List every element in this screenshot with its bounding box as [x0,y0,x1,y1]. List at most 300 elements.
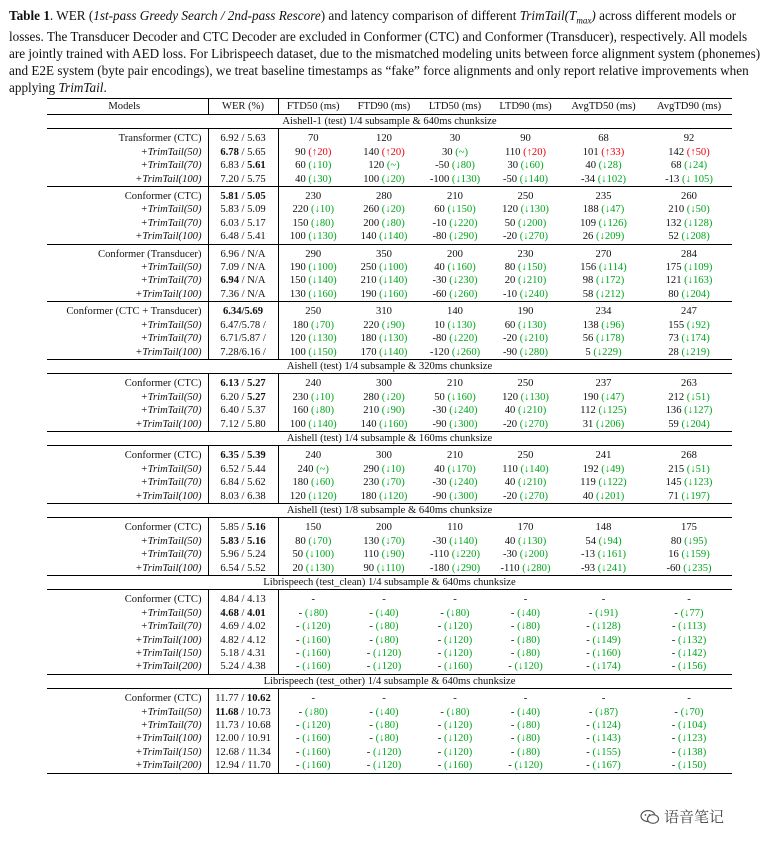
delta-paren: ( [680,706,685,718]
wer-separator: / [239,248,248,260]
variant-row [47,346,732,360]
delta-paren: ) [327,535,332,547]
latency-cell [490,261,561,274]
latency-cell [646,660,732,674]
latency-value: - [510,746,518,758]
latency-cell [561,590,646,607]
latency-value: 31 [582,418,596,430]
delta-paren: ) [395,706,399,718]
variant-row [47,719,732,732]
latency-value: -120 [429,346,452,358]
delta-paren: ) [708,217,713,229]
delta-paren: ) [708,262,713,274]
delta-paren: ( [381,391,386,403]
delta-paren: ) [468,634,473,646]
latency-cell [278,129,348,146]
latency-value: 240 [297,463,317,475]
delta-paren: ( [677,733,682,745]
wer-cell [208,288,278,302]
latency-delta: ↓260 [452,288,474,300]
latency-value: - [671,746,678,758]
delta-paren: ( [379,288,383,300]
wer-greedy: 6.52 [220,463,239,475]
delta-paren: ( [517,634,521,646]
delta-paren: ) [326,661,331,673]
latency-cell [420,159,490,172]
latency-delta: ↓280 [523,346,545,358]
wer-separator: / [238,594,248,606]
delta-paren: ( [381,173,386,185]
latency-delta: ↓94 [602,535,619,547]
wer-greedy: 12.68 [215,746,240,758]
delta-paren: ( [302,746,306,758]
latency-value: 40 [582,490,596,502]
latency-delta: ↓51 [690,391,707,403]
variant-row [47,535,732,548]
column-header: AvgTD50 (ms) [561,99,646,115]
latency-cell [278,759,348,773]
latency-delta: ↓130 [524,391,546,403]
latency-value: - [437,634,444,646]
latency-value: - [366,760,373,772]
latency-delta: ↓70 [385,477,402,489]
latency-value: 170 [360,346,380,358]
delta-paren: ) [617,661,621,673]
latency-delta: ↓210 [523,333,545,345]
latency-value: -180 [429,562,452,574]
delta-paren: ( [372,661,377,673]
wer-cell [208,562,278,576]
wer-greedy: 7.20 [220,173,239,185]
latency-value: - [671,648,678,660]
wer-rescore: 4.01 [247,607,266,619]
delta-paren: ( [375,607,380,619]
latency-value: 120 [502,391,521,403]
wer-rescore: 4.38 [247,661,266,673]
wer-rescore: 5.27 [247,391,266,403]
latency-delta: ↓210 [521,275,543,287]
wer-cell [208,590,278,607]
latency-cell [646,548,732,561]
latency-value: - [369,607,376,619]
latency-cell [420,230,490,244]
latency-value: 121 [665,275,685,287]
latency-cell [278,302,348,319]
latency-delta: ↓140 [382,346,404,358]
delta-paren: ( [316,463,320,475]
latency-value: 80 [670,535,685,547]
latency-value: - [510,720,518,732]
wer-greedy: 6.47/5.78 [220,319,261,331]
delta-paren: ( [596,275,600,287]
delta-paren: ( [375,634,380,646]
delta-paren: ( [677,760,682,772]
latency-cell [420,660,490,674]
latency-value: 260 [363,204,382,216]
latency-delta: ↓40 [379,607,396,619]
wer-separator: / [238,450,248,462]
latency-value: 230 [305,191,322,203]
delta-paren: ) [536,648,541,660]
latency-delta: ↓150 [311,346,334,358]
variant-row [47,159,732,172]
delta-paren: ) [468,621,473,633]
section-title: Librispeech (test_clean) 1/4 subsample & 640ms chunksize [47,576,732,590]
baseline-row [47,187,732,204]
latency-value: 284 [681,248,697,260]
latency-value: - [369,706,376,718]
model-cell: +TrimTail(50) [140,204,202,216]
latency-cell [561,490,646,504]
latency-delta: ↓163 [687,275,709,287]
wer-greedy: 6.83 [220,160,239,172]
delta-paren: ) [620,288,625,300]
latency-value: 250 [517,378,534,390]
delta-paren: ( [447,204,452,216]
latency-value: 40 [585,160,599,172]
wer-greedy: 7.28/6.16 [220,346,261,358]
delta-paren: ( [372,648,377,660]
latency-cell [490,404,561,417]
wer-cell [208,490,278,504]
model-cell: +TrimTail(50) [140,463,202,475]
delta-paren: ) [622,173,627,185]
delta-paren: ( [447,319,452,331]
latency-value: - [296,746,303,758]
latency-value: 180 [292,477,312,489]
wer-cell [208,518,278,535]
delta-paren: ) [326,720,331,732]
latency-value: -60 [666,562,684,574]
latency-delta: ↓50 [690,204,707,216]
latency-value: -30 [432,535,450,547]
latency-value: 59 [668,418,682,430]
delta-paren: ) [468,648,473,660]
latency-cell [561,746,646,759]
latency-value: 237 [595,378,612,390]
latency-cell [646,732,732,745]
delta-paren: ) [327,160,332,172]
model-cell: +TrimTail(100) [135,173,202,185]
latency-value: 92 [683,133,695,145]
wechat-icon [640,810,660,824]
wer-greedy: 6.48 [220,231,239,243]
wer-separator: / [238,621,248,633]
latency-value: 132 [665,217,685,229]
delta-paren: ( [449,490,453,502]
model-cell: +TrimTail(70) [140,405,202,417]
wer-greedy: 5.81 [220,191,239,203]
delta-paren: ( [308,173,312,185]
latency-cell [490,302,561,319]
delta-paren: ) [401,146,405,158]
delta-paren: ) [468,760,473,772]
latency-delta: ↓92 [690,319,707,331]
latency-cell [348,660,420,674]
delta-paren: ( [520,160,525,172]
latency-cell [561,302,646,319]
model-cell: Conformer (CTC + Transducer) [47,302,208,319]
latency-delta: ↓229 [596,346,619,358]
latency-value: 290 [363,463,382,475]
latency-value: - [601,693,606,705]
watermark [640,806,724,827]
wer-greedy: 5.83 [220,535,239,547]
delta-paren: ( [302,661,306,673]
delta-paren: ( [379,275,383,287]
model-cell: +TrimTail(100) [135,490,202,502]
latency-delta: ↓160 [305,661,327,673]
latency-delta: ↓100 [309,549,331,561]
latency-delta: ↓160 [382,418,404,430]
wer-rescore: 5.37 [247,405,266,417]
latency-delta: ↓80 [520,634,537,646]
delta-paren: ( [592,760,596,772]
latency-delta: ↓220 [452,333,474,345]
delta-paren: ( [518,319,522,331]
delta-paren: ( [381,477,386,489]
latency-cell [420,217,490,230]
latency-cell [646,759,732,773]
latency-cell [561,230,646,244]
delta-paren: ( [308,288,312,300]
latency-cell [278,319,348,332]
wer-greedy: 12.94 [215,760,240,772]
wer-rescore: 5.61 [247,160,266,172]
latency-cell [420,446,490,463]
wer-rescore: 5.44 [247,463,266,475]
latency-value: 70 [307,133,319,145]
latency-delta: ↓80 [520,733,537,745]
latency-cell [278,346,348,360]
delta-paren: ) [403,262,408,274]
wer-rescore: 5.63 [247,133,266,145]
latency-cell [561,173,646,187]
latency-value: 120 [376,133,392,145]
delta-paren: ( [518,275,522,287]
wer-separator: / [238,204,248,216]
section-title: Aishell (test) 1/8 subsample & 640ms chunksize [47,503,732,517]
latency-value: 260 [681,191,697,203]
latency-value: 175 [681,522,697,534]
wer-separator: / [238,191,248,203]
latency-value: 110 [504,146,524,158]
delta-paren: ( [684,477,688,489]
latency-cell [348,346,420,360]
wer-cell [208,274,278,287]
variant-row [47,217,732,230]
delta-paren: ( [686,319,691,331]
latency-cell [490,490,561,504]
delta-paren: ( [449,231,453,243]
latency-cell [348,244,420,261]
model-cell: +TrimTail(50) [140,391,202,403]
delta-paren: ) [620,231,625,243]
delta-paren: ( [684,160,688,172]
delta-paren: ( [517,746,521,758]
model-cell: Conformer (CTC) [124,594,202,606]
latency-cell [278,732,348,745]
delta-paren: ( [592,634,596,646]
latency-cell [278,476,348,489]
latency-delta: ↓206 [599,418,621,430]
latency-value: - [523,693,528,705]
delta-paren: ( [311,204,315,216]
delta-paren: ( [308,160,312,172]
latency-value: 120 [368,160,387,172]
delta-paren: ) [473,231,478,243]
section-title: Librispeech (test_other) 1/4 subsample & 640ms chunksize [47,674,732,688]
latency-cell [490,518,561,535]
latency-value: 220 [363,319,382,331]
latency-cell [278,173,348,187]
wer-cell [208,404,278,417]
latency-value: - [296,733,303,745]
delta-paren: ( [447,463,452,475]
delta-paren: ) [540,160,544,172]
table-body [47,115,732,774]
variant-row [47,261,732,274]
delta-paren: ) [536,634,541,646]
delta-paren: ( [311,319,315,331]
latency-value: 50 [434,391,448,403]
delta-paren: ( [449,405,453,417]
wer-rescore: 5.65 [247,146,266,158]
latency-delta: ↓24 [687,160,704,172]
latency-delta: ↓80 [520,720,537,732]
delta-paren: ( [376,562,381,574]
latency-cell [490,146,561,159]
model-cell: Conformer (CTC) [124,450,202,462]
delta-paren: ( [684,275,688,287]
variant-row [47,660,732,674]
latency-cell [348,647,420,660]
delta-paren: ( [519,346,524,358]
delta-paren: ) [476,173,481,185]
delta-paren: ) [544,418,549,430]
wer-separator: / [260,319,266,331]
latency-delta: ↓260 [455,346,477,358]
delta-paren: ( [595,607,599,619]
latency-value: - [296,634,303,646]
wer-rescore: 5.52 [247,562,266,574]
wer-rescore: 5.41 [247,231,266,243]
wer-rescore: 5.24 [247,549,266,561]
latency-value: -20 [502,231,520,243]
delta-paren: ( [601,463,605,475]
delta-paren: ( [379,490,383,502]
delta-paren: ) [464,146,469,158]
latency-cell [348,187,420,204]
variant-row [47,620,732,633]
delta-paren: ( [451,160,456,172]
latency-delta: ↓130 [455,173,477,185]
delta-paren: ) [473,333,478,345]
delta-paren: ( [598,217,603,229]
model-cell: Transformer (CTC) [118,133,202,145]
latency-delta: ↓123 [681,733,703,745]
latency-delta: ↓200 [523,549,545,561]
delta-paren: ) [472,463,476,475]
wer-rescore: 5.16 [247,535,266,547]
latency-delta: ↓132 [681,634,703,646]
delta-paren: ) [401,405,405,417]
latency-cell [420,535,490,548]
baseline-row [47,446,732,463]
latency-value: 100 [289,231,309,243]
delta-paren: ) [620,275,625,287]
section-header-row [47,359,732,373]
wer-greedy: 7.36 [220,288,240,300]
wer-rescore: 4.31 [247,648,266,660]
latency-cell [561,620,646,633]
delta-paren: ) [623,405,627,417]
latency-value: 150 [289,275,309,287]
delta-paren: ( [449,275,453,287]
latency-delta: ↓240 [452,477,474,489]
latency-cell [561,319,646,332]
latency-value: 190 [582,391,602,403]
column-header: FTD90 (ms) [348,99,420,115]
delta-paren: ( [518,405,522,417]
latency-cell [420,187,490,204]
latency-value: 80 [504,262,518,274]
latency-delta: ↓200 [521,217,543,229]
latency-value: 190 [360,288,380,300]
variant-row [47,706,732,719]
latency-cell [490,159,561,172]
delta-paren: ( [386,160,391,172]
latency-cell [420,173,490,187]
latency-delta: ↓100 [382,262,404,274]
delta-paren: ) [623,477,627,489]
latency-cell [278,535,348,548]
delta-paren: ) [471,160,475,172]
latency-delta: ↓150 [681,760,703,772]
delta-paren: ) [401,562,405,574]
model-cell: +TrimTail(150) [135,746,202,758]
latency-cell [348,230,420,244]
wer-separator: / [238,522,248,534]
latency-cell [278,647,348,660]
delta-paren: ) [703,160,708,172]
variant-row [47,230,732,244]
wer-separator: / [238,231,248,243]
latency-delta: ↓120 [447,720,469,732]
latency-cell [348,490,420,504]
latency-delta: ↓120 [447,733,469,745]
delta-paren: ) [539,760,543,772]
delta-paren: ( [379,231,383,243]
latency-cell [278,274,348,287]
delta-paren: ) [617,621,621,633]
wer-cell [208,203,278,216]
wer-cell [208,159,278,172]
latency-delta: ↓80 [450,706,467,718]
delta-paren: ) [546,562,551,574]
latency-delta: ↓120 [305,720,327,732]
wer-cell [208,607,278,620]
wer-separator: / [238,661,248,673]
delta-paren: ( [684,217,688,229]
delta-paren: ) [706,463,710,475]
delta-paren: ) [709,173,713,185]
latency-value: - [586,621,593,633]
delta-paren: ) [544,333,549,345]
wer-separator: / [238,217,248,229]
latency-cell [348,607,420,620]
delta-paren: ( [598,160,603,172]
